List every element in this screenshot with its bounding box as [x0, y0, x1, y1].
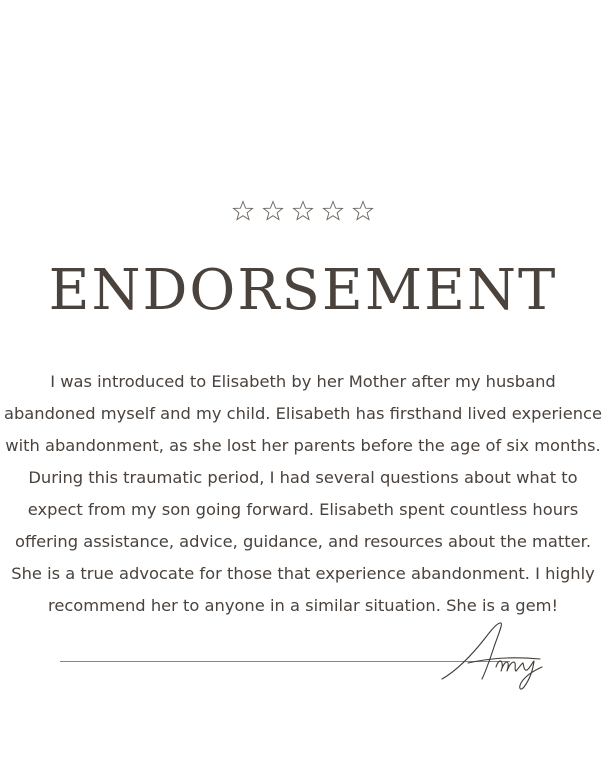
star-icon — [291, 199, 315, 223]
testimonial-line: recommend her to anyone in a similar situation. She is a gem! — [47, 596, 559, 615]
testimonial-line: abandoned myself and my child. Elisabeth has firsthand lived experience — [3, 404, 603, 423]
testimonial-text — [0, 366, 606, 622]
testimonial-line: During this traumatic period, I had several questions about what to — [28, 468, 578, 487]
handwritten-signature — [438, 615, 550, 693]
star-icon — [351, 199, 375, 223]
star-icon — [261, 199, 285, 223]
star-icon — [321, 199, 345, 223]
testimonial-line: with abandonment, as she lost her parents before the age of six months. — [5, 436, 601, 455]
page-title: ENDORSEMENT — [48, 258, 558, 323]
testimonial-line: offering assistance, advice, guidance, and resources about the matter. — [14, 532, 592, 551]
testimonial-line: She is a true advocate for those that experience abandonment. I highly — [11, 564, 595, 583]
star-icon — [231, 199, 255, 223]
testimonial-line: I was introduced to Elisabeth by her Mother after my husband — [50, 372, 556, 391]
testimonial-line: expect from my son going forward. Elisabeth spent countless hours — [27, 500, 579, 519]
star-rating — [0, 199, 606, 223]
